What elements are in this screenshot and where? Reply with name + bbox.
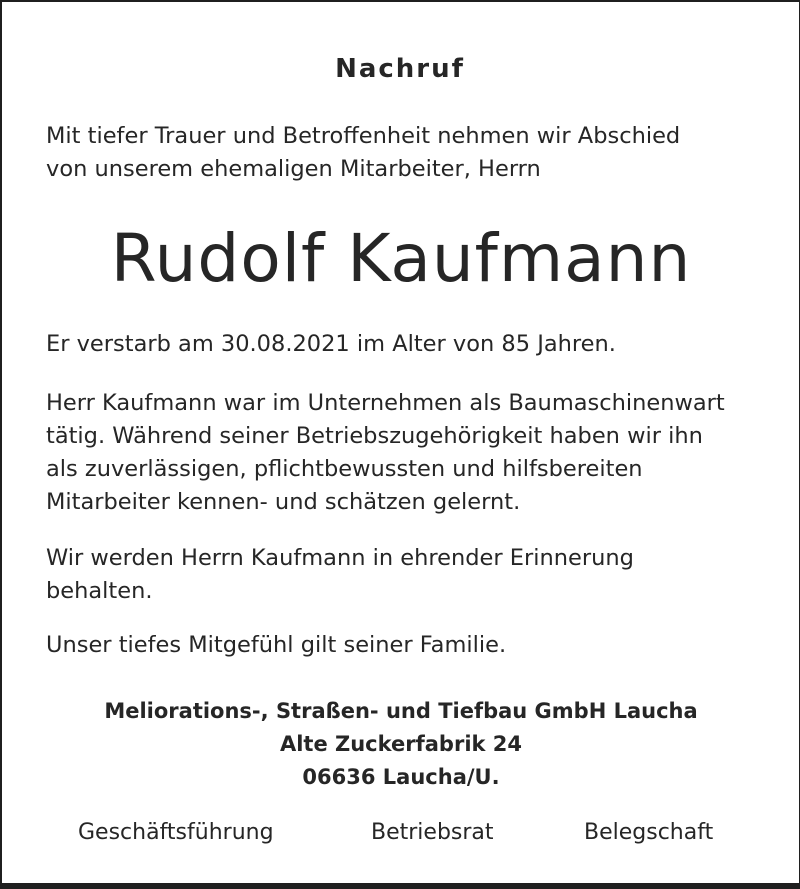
signature-management: Geschäftsführung [78,820,274,845]
company-name: Meliorations-, Straßen- und Tiefbau GmbH Laucha [104,699,698,723]
tribute-line-3: als zuverlässigen, pflichtbewussten und hilfsbereiten [46,456,643,482]
intro-line-2: von unserem ehemaligen Mitarbeiter, Herrn [46,156,541,182]
death-notice-text: Er verstarb am 30.08.2021 im Alter von 85 Jahren. [46,331,616,357]
remembrance-paragraph [46,542,776,608]
company-street: Alte Zuckerfabrik 24 [279,732,523,756]
signature-works-council: Betriebsrat [371,820,494,845]
intro-line-1: Mit tiefer Trauer und Betroffenheit nehmen wir Abschied [46,123,681,149]
remembrance-line-1: Wir werden Herrn Kaufmann in ehrender Erinnerung [46,545,634,571]
deceased-name: Rudolf Kaufmann [110,220,692,297]
condolence-text: Unser tiefes Mitgefühl gilt seiner Familie. [46,632,507,658]
remembrance-line-2: behalten. [46,578,153,604]
condolence-paragraph [46,629,776,662]
death-notice [46,328,776,361]
tribute-paragraph [46,387,776,519]
tribute-line-1: Herr Kaufmann war im Unternehmen als Baumaschinenwart [46,390,725,416]
signature-staff: Belegschaft [584,820,714,845]
company-address-block [2,695,800,794]
tribute-line-2: tätig. Während seiner Betriebszugehörigkeit haben wir ihn [46,423,703,449]
company-city: 06636 Laucha/U. [302,765,500,789]
intro-paragraph [46,120,776,186]
notice-heading: Nachruf [335,54,465,84]
tribute-line-4: Mitarbeiter kennen- und schätzen gelernt. [46,489,521,515]
